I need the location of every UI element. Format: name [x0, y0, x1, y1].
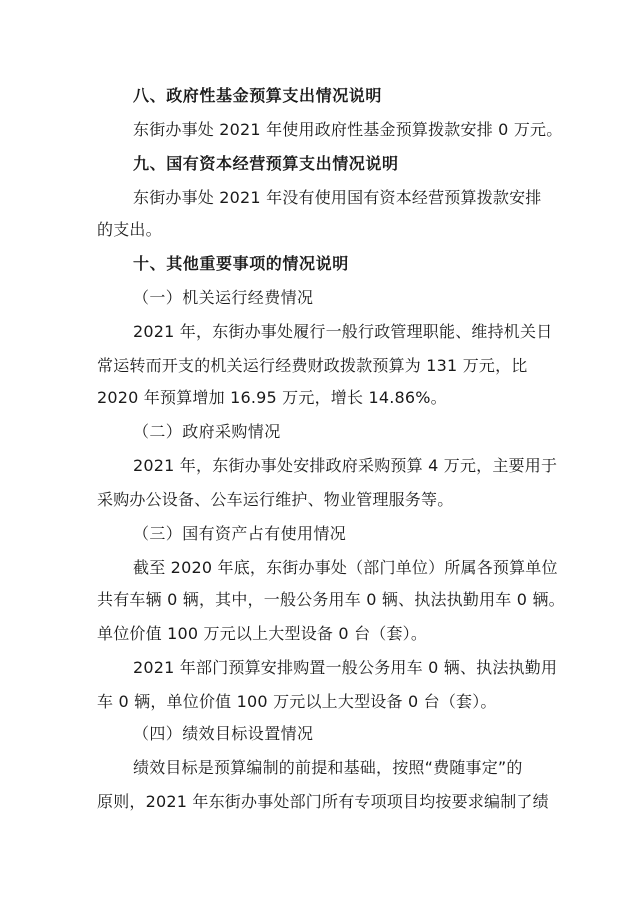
- paragraph-line: 的支出。: [97, 220, 162, 239]
- paragraph-line: 原则，2021 年东街办事处部门所有专项项目均按要求编制了绩: [97, 792, 549, 811]
- paragraph-line: 东街办事处 2021 年使用政府性基金预算拨款安排 0 万元。: [133, 120, 563, 139]
- paragraph-line: 截至 2020 年底，东街办事处（部门单位）所属各预算单位: [133, 558, 558, 577]
- paragraph-line: 采购办公设备、公车运行维护、物业管理服务等。: [97, 490, 454, 509]
- section-heading-8: 八、政府性基金预算支出情况说明: [133, 86, 383, 105]
- paragraph-line: 2021 年部门预算安排购置一般公务用车 0 辆、执法执勤用: [133, 658, 558, 677]
- paragraph-line: 常运转而开支的机关运行经费财政拨款预算为 131 万元，比: [97, 356, 528, 375]
- paragraph-line: 2021 年，东街办事处安排政府采购预算 4 万元，主要用于: [133, 456, 558, 475]
- paragraph-line: 东街办事处 2021 年没有使用国有资本经营预算拨款安排: [133, 188, 542, 207]
- subsection-heading: （一）机关运行经费情况: [133, 288, 314, 307]
- subsection-heading: （四）绩效目标设置情况: [133, 724, 314, 743]
- paragraph-line: 绩效目标是预算编制的前提和基础，按照“费随事定”的: [133, 758, 523, 777]
- section-heading-10: 十、其他重要事项的情况说明: [133, 254, 349, 273]
- paragraph-line: 单位价值 100 万元以上大型设备 0 台（套）。: [97, 624, 428, 643]
- subsection-heading: （三）国有资产占有使用情况: [133, 524, 347, 543]
- paragraph-line: 车 0 辆，单位价值 100 万元以上大型设备 0 台（套）。: [97, 692, 497, 711]
- subsection-heading: （二）政府采购情况: [133, 422, 281, 441]
- paragraph-line: 2020 年预算增加 16.95 万元，增长 14.86%。: [97, 388, 447, 407]
- paragraph-line: 2021 年，东街办事处履行一般行政管理职能、维持机关日: [133, 322, 553, 341]
- section-heading-9: 九、国有资本经营预算支出情况说明: [133, 154, 399, 173]
- paragraph-line: 共有车辆 0 辆，其中，一般公务用车 0 辆、执法执勤用车 0 辆。: [97, 590, 565, 609]
